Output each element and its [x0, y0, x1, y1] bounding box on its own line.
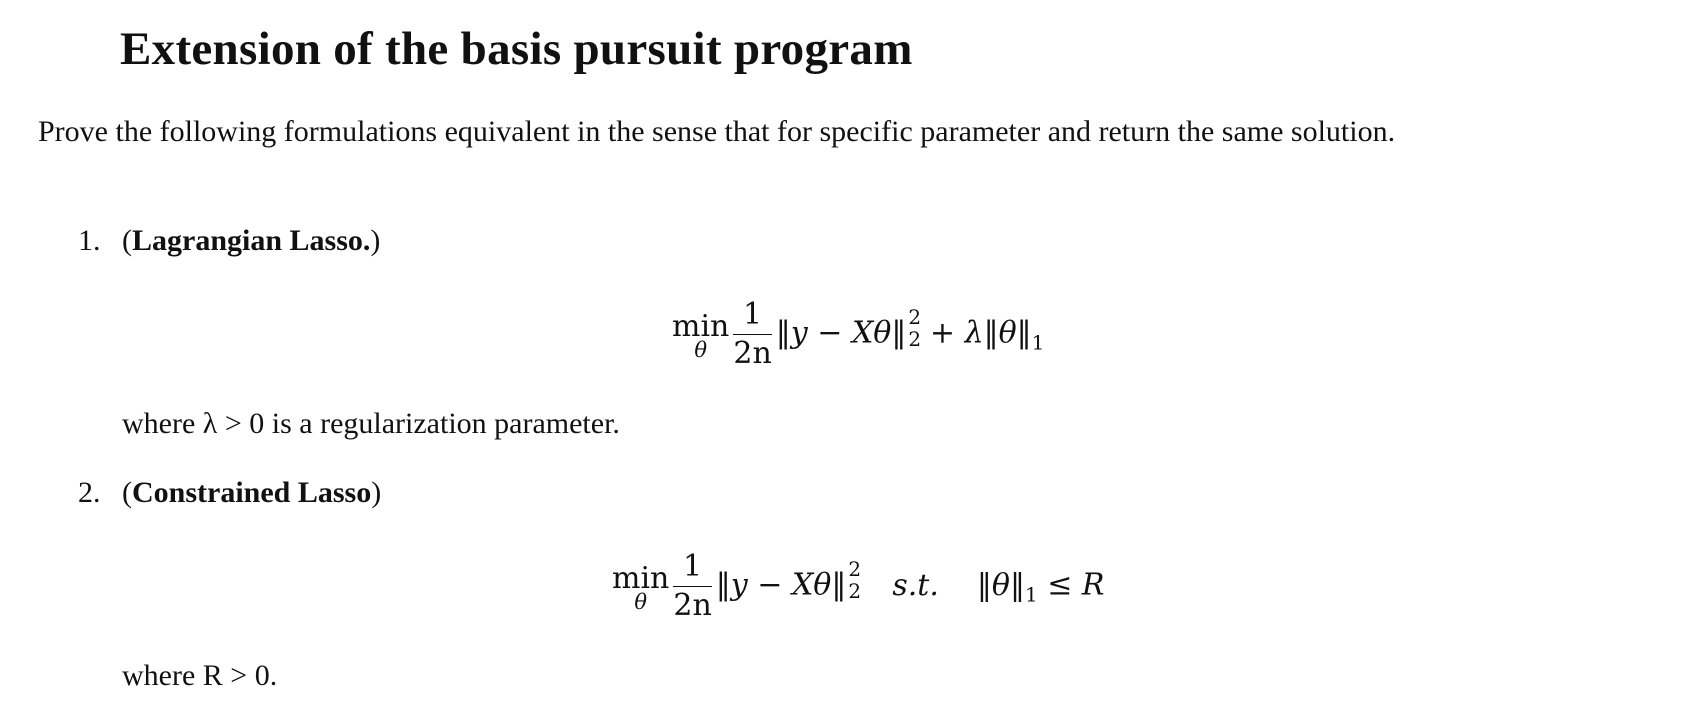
- page-title: Extension of the basis pursuit program: [120, 23, 913, 75]
- min-operator: min θ: [672, 309, 730, 362]
- min-operator: min θ: [612, 561, 670, 614]
- fraction: $\frac{1}{2n}$: [733, 297, 772, 371]
- item-number-1: 1.: [78, 224, 101, 257]
- formula-lagrangian: min θ $\frac{1}{2n}$ ‖y − Xθ‖ 2 2 + $\lambda‖\theta‖_1$: [672, 297, 1045, 371]
- such-that: s.t.: [892, 567, 939, 603]
- item-note-2: where R > 0.: [122, 659, 278, 692]
- item-heading-2-text: Constrained Lasso: [132, 476, 372, 509]
- formula-constrained: min θ $\frac{1}{2n}$ ‖y − Xθ‖ 2 2 s.t. $‖\theta‖_1 \le R$: [612, 549, 1105, 623]
- item-heading-1-text: Lagrangian Lasso.: [132, 224, 371, 257]
- fraction: $\frac{1}{2n}$: [673, 549, 712, 623]
- item-number-2: 2.: [78, 476, 101, 509]
- intro-paragraph: Prove the following formulations equivalent in the sense that for specific parameter and return the same solution.: [38, 115, 1396, 148]
- item-note-1: where λ > 0 is a regularization parameter.: [122, 407, 620, 440]
- item-heading-1: (Lagrangian Lasso.): [122, 224, 381, 257]
- item-heading-2: (Constrained Lasso): [122, 476, 382, 509]
